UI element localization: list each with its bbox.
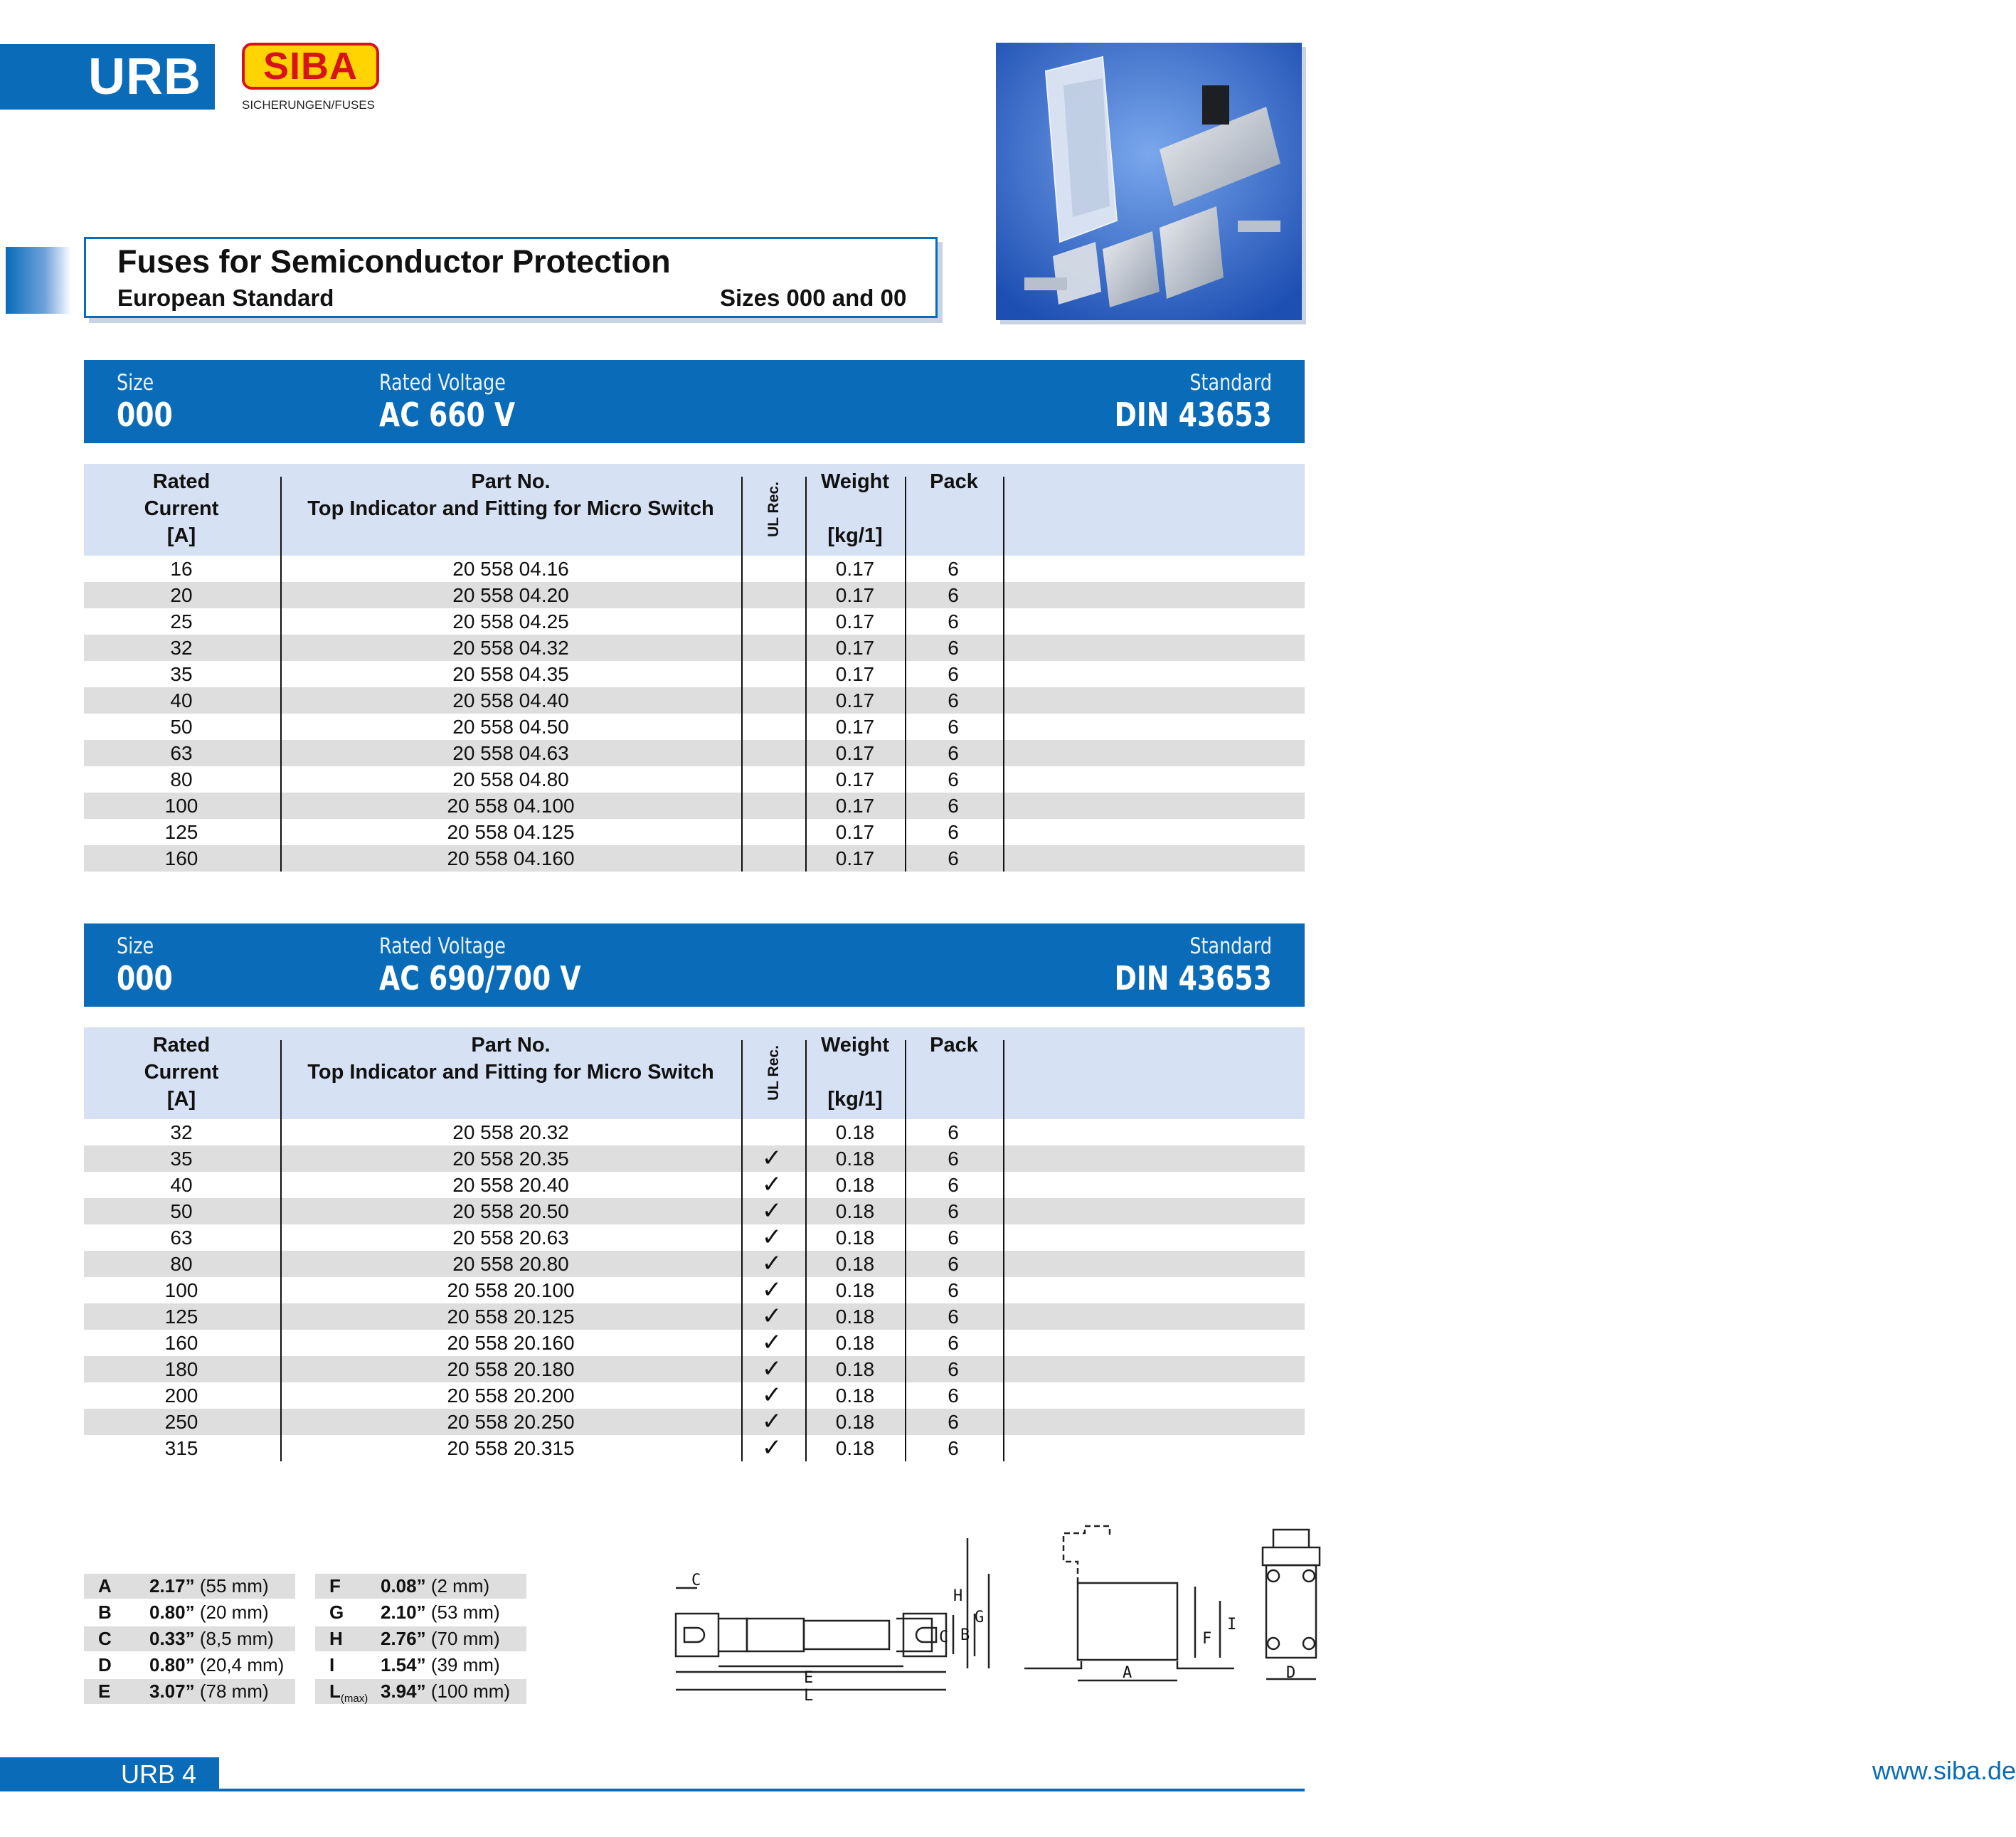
cell-weight: 0.17 — [835, 821, 875, 843]
size-value: 000 — [117, 959, 173, 997]
dimension-value — [381, 1679, 510, 1704]
dimension-row — [315, 1574, 526, 1599]
cell-weight: 0.17 — [835, 558, 875, 580]
cell-current: 16 — [170, 558, 193, 580]
dimension-inch: 2.76 — [381, 1628, 417, 1649]
cell-pack: 6 — [948, 1358, 959, 1380]
dimension-mm: (20 mm) — [199, 1602, 269, 1623]
inch-mark: ” — [416, 1628, 426, 1649]
table-row — [84, 1251, 1305, 1277]
cell-current: 40 — [170, 689, 193, 711]
drawing-label-a: A — [1123, 1664, 1132, 1682]
cell-weight: 0.17 — [835, 742, 875, 764]
cell-part: 20 558 04.50 — [452, 716, 569, 738]
table-row — [84, 1356, 1305, 1382]
dimension-drawing — [669, 1515, 1352, 1715]
cell-weight: 0.18 — [835, 1174, 875, 1196]
inch-mark: ” — [185, 1602, 195, 1623]
cell-pack: 6 — [948, 742, 959, 764]
cell-current: 32 — [170, 1121, 193, 1143]
table-row — [84, 819, 1305, 845]
cell-part: 20 558 04.80 — [452, 768, 569, 790]
dimension-value — [149, 1574, 269, 1599]
dimension-key-letter: D — [98, 1654, 112, 1675]
dimension-inch: 2.10 — [381, 1602, 417, 1623]
cell-weight: 0.18 — [835, 1200, 875, 1222]
cell-weight: 0.18 — [835, 1253, 875, 1275]
dimension-inch: 0.80 — [149, 1602, 186, 1623]
col-header-line: [kg/1] — [827, 524, 883, 547]
table-row — [84, 1277, 1305, 1303]
cell-part: 20 558 20.80 — [452, 1253, 569, 1275]
cell-part: 20 558 20.100 — [447, 1279, 575, 1301]
table-row — [84, 1198, 1305, 1224]
inch-mark: ” — [185, 1680, 195, 1702]
cell-part: 20 558 04.125 — [447, 821, 575, 843]
dimension-row — [84, 1574, 295, 1599]
dimension-key — [329, 1653, 334, 1678]
cell-current: 200 — [164, 1385, 198, 1407]
cell-pack: 6 — [948, 1227, 959, 1249]
cell-current: 63 — [170, 742, 193, 764]
col-header-weight — [807, 468, 903, 549]
dimension-row — [315, 1679, 526, 1704]
standard-value: DIN 43653 — [1114, 959, 1272, 997]
dimension-key-letter: C — [98, 1628, 112, 1649]
dimension-inch: 2.17 — [149, 1575, 186, 1597]
cell-current: 40 — [170, 1174, 193, 1196]
table-row — [84, 687, 1305, 714]
cell-ul: ✓ — [761, 1276, 782, 1303]
cell-part: 20 558 04.35 — [452, 663, 569, 685]
cell-current: 63 — [170, 1227, 193, 1249]
cell-pack: 6 — [948, 795, 959, 817]
cell-current: 160 — [164, 1332, 198, 1354]
col-header-ul-rec: UL Rec. — [765, 482, 782, 537]
col-header-part-no — [280, 1032, 741, 1086]
col-header-pack: Pack — [930, 470, 978, 493]
dimension-mm: (53 mm) — [430, 1602, 500, 1623]
col-header-line: Top Indicator and Fitting for Micro Switch — [307, 497, 714, 520]
cell-pack: 6 — [948, 1148, 959, 1170]
cell-weight: 0.18 — [835, 1227, 875, 1249]
cell-pack: 6 — [948, 637, 959, 659]
cell-current: 50 — [170, 716, 193, 738]
drawing-label-e: E — [804, 1669, 814, 1687]
cell-weight: 0.17 — [835, 584, 875, 606]
table-header — [84, 464, 1305, 556]
dimension-inch: 0.08 — [381, 1575, 417, 1597]
website-link[interactable]: www.siba.de — [1872, 1756, 2016, 1785]
col-header-line: Current — [144, 1061, 219, 1084]
cell-current: 80 — [170, 768, 193, 790]
column-divider — [741, 477, 743, 872]
dimensions-table — [84, 1574, 525, 1705]
dimension-row — [84, 1600, 295, 1625]
table-row — [84, 556, 1305, 582]
table-row — [84, 1409, 1305, 1435]
fuse-table-2 — [84, 1027, 1305, 1461]
dimension-key — [98, 1653, 112, 1678]
column-divider — [1003, 477, 1004, 872]
size-label: Size — [117, 370, 154, 396]
column-divider — [805, 477, 807, 872]
section-header-1 — [84, 360, 1305, 443]
cell-current: 20 — [170, 584, 193, 606]
col-header-line: [kg/1] — [827, 1088, 883, 1111]
drawing-label-c2: C — [939, 1629, 949, 1646]
cell-part: 20 558 04.63 — [452, 742, 569, 764]
dimension-value — [381, 1600, 500, 1625]
product-photo — [996, 43, 1302, 320]
cell-current: 35 — [170, 1148, 193, 1170]
cell-current: 100 — [164, 795, 198, 817]
dimension-key-letter: B — [98, 1602, 112, 1623]
table-row — [84, 1303, 1305, 1330]
cell-weight: 0.17 — [835, 610, 875, 632]
series-title: URB — [88, 48, 201, 105]
dimension-value — [381, 1626, 500, 1651]
dimension-key-letter: L — [329, 1680, 341, 1702]
siba-logo-subtitle: SICHERUNGEN/FUSES — [242, 98, 376, 112]
cell-weight: 0.18 — [835, 1437, 875, 1459]
title-accent-tab — [6, 247, 71, 314]
col-header-line: Top Indicator and Fitting for Micro Switch — [307, 1061, 714, 1084]
cell-current: 180 — [164, 1358, 198, 1380]
table-row — [84, 766, 1305, 793]
col-header-line: Part No. — [471, 1034, 551, 1057]
table-header — [84, 1027, 1305, 1119]
dimension-row — [84, 1679, 295, 1704]
footer-rule — [219, 1789, 1305, 1791]
cell-weight: 0.18 — [835, 1121, 875, 1143]
voltage-label: Rated Voltage — [379, 370, 506, 396]
fuse-table-1 — [84, 464, 1305, 872]
table-row — [84, 845, 1305, 872]
cell-part: 20 558 20.32 — [452, 1121, 569, 1143]
cell-part: 20 558 20.315 — [447, 1437, 575, 1459]
col-header-line: Part No. — [471, 470, 551, 493]
inch-mark: ” — [416, 1654, 426, 1675]
dimension-mm: (2 mm) — [430, 1575, 490, 1597]
drawing-label-b: B — [960, 1626, 970, 1644]
cell-current: 125 — [164, 821, 198, 843]
cell-current: 250 — [164, 1411, 198, 1433]
cell-pack: 6 — [948, 1279, 959, 1301]
cell-part: 20 558 20.250 — [447, 1411, 575, 1433]
size-label: Size — [117, 933, 154, 959]
cell-part: 20 558 20.125 — [447, 1306, 575, 1328]
cell-weight: 0.17 — [835, 637, 875, 659]
dimension-mm: (8,5 mm) — [199, 1628, 274, 1649]
col-header-line: [A] — [166, 524, 196, 547]
cell-pack: 6 — [948, 1411, 959, 1433]
cell-pack: 6 — [948, 768, 959, 790]
dimension-row — [84, 1626, 295, 1651]
dimension-value — [149, 1653, 284, 1678]
page-title: Fuses for Semiconductor Protection — [117, 243, 671, 280]
dimension-value — [149, 1679, 269, 1704]
column-divider — [1003, 1040, 1004, 1461]
table-row — [84, 608, 1305, 635]
cell-part: 20 558 04.25 — [452, 610, 569, 632]
cell-pack: 6 — [948, 847, 959, 869]
cell-current: 50 — [170, 1200, 193, 1222]
cell-part: 20 558 20.160 — [447, 1332, 575, 1354]
column-divider — [741, 1040, 743, 1461]
cell-part: 20 558 20.35 — [452, 1148, 569, 1170]
column-divider — [280, 477, 282, 872]
dimension-key — [329, 1679, 368, 1711]
section-header-2 — [84, 923, 1305, 1007]
cell-pack: 6 — [948, 1437, 959, 1459]
table-row — [84, 661, 1305, 687]
column-divider — [280, 1040, 282, 1461]
cell-ul: ✓ — [761, 1434, 782, 1461]
cell-ul: ✓ — [761, 1224, 782, 1251]
cell-pack: 6 — [948, 1306, 959, 1328]
dimension-mm: (100 mm) — [430, 1680, 511, 1702]
dimension-key — [329, 1626, 343, 1651]
cell-part: 20 558 04.100 — [447, 795, 575, 817]
cell-weight: 0.17 — [835, 768, 875, 790]
dimension-row — [315, 1600, 526, 1625]
col-header-weight — [807, 1032, 903, 1113]
voltage-value: AC 660 V — [379, 396, 516, 434]
cell-ul: ✓ — [761, 1145, 782, 1172]
col-header-rated-current — [110, 1032, 253, 1113]
dimension-key-letter: A — [98, 1575, 112, 1597]
drawing-label-d: D — [1286, 1664, 1296, 1682]
cell-weight: 0.17 — [835, 795, 875, 817]
dimension-inch: 3.94 — [381, 1680, 417, 1702]
drawing-label-f: F — [1202, 1630, 1212, 1648]
cell-weight: 0.18 — [835, 1411, 875, 1433]
dimension-row — [84, 1653, 295, 1678]
cell-weight: 0.18 — [835, 1306, 875, 1328]
cell-pack: 6 — [948, 1253, 959, 1275]
dimension-key — [98, 1574, 112, 1599]
cell-current: 80 — [170, 1253, 193, 1275]
cell-weight: 0.17 — [835, 716, 875, 738]
cell-weight: 0.18 — [835, 1148, 875, 1170]
cell-weight: 0.17 — [835, 847, 875, 869]
cell-pack: 6 — [948, 610, 959, 632]
cell-pack: 6 — [948, 1200, 959, 1222]
dimension-key — [329, 1600, 344, 1625]
cell-pack: 6 — [948, 1174, 959, 1196]
dimension-key-letter: H — [329, 1628, 343, 1649]
cell-weight: 0.18 — [835, 1332, 875, 1354]
cell-weight: 0.17 — [835, 663, 875, 685]
standard-label: Standard — [1189, 370, 1272, 396]
table-row — [84, 582, 1305, 608]
page-number: URB 4 — [121, 1759, 197, 1789]
cell-pack: 6 — [948, 663, 959, 685]
cell-part: 20 558 20.40 — [452, 1174, 569, 1196]
drawing-label-l: L — [804, 1687, 814, 1705]
col-header-line: Rated — [152, 470, 211, 493]
col-header-part-no — [280, 468, 741, 522]
dimension-inch: 3.07 — [149, 1680, 186, 1702]
dimension-inch: 0.80 — [149, 1654, 186, 1675]
drawing-label-h: H — [953, 1587, 963, 1605]
page-subtitle: European Standard — [117, 285, 334, 311]
dimension-key — [329, 1574, 341, 1599]
cell-pack: 6 — [948, 821, 959, 843]
cell-current: 125 — [164, 1306, 198, 1328]
cell-weight: 0.18 — [835, 1279, 875, 1301]
standard-label: Standard — [1189, 933, 1272, 959]
dimension-key-letter: G — [329, 1602, 344, 1623]
cell-part: 20 558 20.180 — [447, 1358, 575, 1380]
cell-current: 100 — [164, 1279, 198, 1301]
cell-ul: ✓ — [761, 1329, 782, 1356]
dimension-key — [98, 1600, 112, 1625]
cell-current: 315 — [164, 1437, 198, 1459]
table-row — [84, 1435, 1305, 1461]
dimension-key-sub: (max) — [340, 1693, 368, 1705]
cell-pack: 6 — [948, 1385, 959, 1407]
cell-pack: 6 — [948, 558, 959, 580]
dimension-value — [381, 1653, 500, 1678]
col-header-line: Weight — [820, 1034, 890, 1057]
dimension-key-letter: E — [98, 1680, 111, 1702]
cell-ul: ✓ — [761, 1382, 782, 1409]
cell-pack: 6 — [948, 1121, 959, 1143]
cell-part: 20 558 20.200 — [447, 1385, 575, 1407]
cell-part: 20 558 20.63 — [452, 1227, 569, 1249]
table-row — [84, 1330, 1305, 1356]
column-divider — [905, 1040, 906, 1461]
size-value: 000 — [117, 396, 173, 434]
cell-pack: 6 — [948, 716, 959, 738]
dimension-row — [315, 1626, 526, 1651]
cell-pack: 6 — [948, 689, 959, 711]
table-row — [84, 1224, 1305, 1251]
table-row — [84, 714, 1305, 740]
dimension-inch: 0.33 — [149, 1628, 186, 1649]
dimension-key-letter: F — [329, 1575, 341, 1597]
standard-value: DIN 43653 — [1114, 396, 1272, 434]
table-row — [84, 793, 1305, 819]
voltage-value: AC 690/700 V — [379, 959, 581, 997]
dimension-mm: (78 mm) — [199, 1680, 269, 1702]
table-row — [84, 1382, 1305, 1409]
cell-part: 20 558 04.40 — [452, 689, 569, 711]
inch-mark: ” — [185, 1575, 195, 1597]
drawing-label-g: G — [975, 1609, 985, 1626]
cell-part: 20 558 04.20 — [452, 584, 569, 606]
cell-current: 35 — [170, 663, 193, 685]
inch-mark: ” — [416, 1602, 426, 1623]
cell-ul: ✓ — [761, 1355, 782, 1382]
dimension-value — [381, 1574, 489, 1599]
inch-mark: ” — [416, 1680, 426, 1702]
dimension-mm: (20,4 mm) — [199, 1654, 285, 1675]
cell-part: 20 558 04.32 — [452, 637, 569, 659]
cell-ul: ✓ — [761, 1171, 782, 1198]
inch-mark: ” — [185, 1654, 195, 1675]
col-header-pack: Pack — [930, 1034, 978, 1057]
inch-mark: ” — [185, 1628, 195, 1649]
drawing-label-c: C — [691, 1572, 701, 1589]
dimension-mm: (55 mm) — [199, 1575, 269, 1597]
cell-part: 20 558 04.16 — [452, 558, 569, 580]
cell-ul: ✓ — [761, 1197, 782, 1224]
drawing-label-i: I — [1227, 1616, 1237, 1634]
dimension-mm: (39 mm) — [430, 1654, 500, 1675]
dimension-mm: (70 mm) — [430, 1628, 500, 1649]
table-row — [84, 1172, 1305, 1198]
cell-ul: ✓ — [761, 1408, 782, 1435]
cell-weight: 0.18 — [835, 1385, 875, 1407]
table-row — [84, 1145, 1305, 1172]
table-row — [84, 1119, 1305, 1145]
table-row — [84, 740, 1305, 766]
cell-pack: 6 — [948, 584, 959, 606]
cell-current: 32 — [170, 637, 193, 659]
col-header-line: Current — [144, 497, 219, 520]
cell-part: 20 558 04.160 — [447, 847, 575, 869]
voltage-label: Rated Voltage — [379, 933, 506, 959]
cell-pack: 6 — [948, 1332, 959, 1354]
dimension-key-letter: I — [329, 1654, 335, 1675]
column-divider — [805, 1040, 807, 1461]
col-header-line: Rated — [152, 1034, 211, 1057]
siba-logo-text: SIBA — [262, 45, 358, 88]
table-row — [84, 635, 1305, 661]
col-header-line: Weight — [820, 470, 890, 493]
inch-mark: ” — [416, 1575, 426, 1597]
cell-ul: ✓ — [761, 1250, 782, 1277]
cell-current: 160 — [164, 847, 198, 869]
col-header-rated-current — [110, 468, 253, 549]
dimension-row — [315, 1653, 526, 1678]
dimension-value — [149, 1626, 274, 1651]
dimension-inch: 1.54 — [381, 1654, 417, 1675]
col-header-line: [A] — [166, 1088, 196, 1111]
column-divider — [905, 477, 906, 872]
page-sizes: Sizes 000 and 00 — [720, 285, 907, 311]
dimension-key — [98, 1679, 110, 1704]
dimension-value — [149, 1600, 269, 1625]
col-header-ul-rec: UL Rec. — [765, 1045, 782, 1101]
cell-ul: ✓ — [761, 1303, 782, 1330]
cell-part: 20 558 20.50 — [452, 1200, 569, 1222]
cell-current: 25 — [170, 610, 193, 632]
cell-weight: 0.17 — [835, 689, 875, 711]
cell-weight: 0.18 — [835, 1358, 875, 1380]
dimension-key — [98, 1626, 112, 1651]
